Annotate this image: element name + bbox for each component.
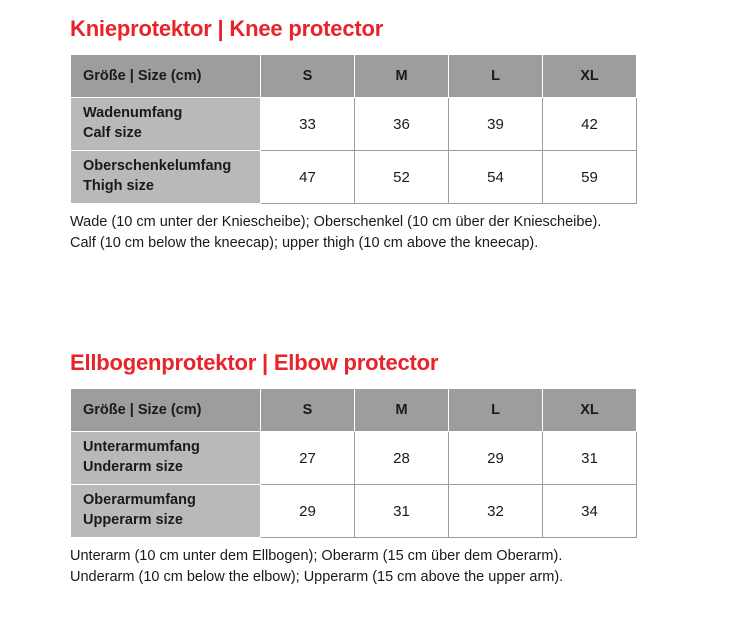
header-size-label: Größe | Size (cm) bbox=[71, 389, 261, 432]
cell-upperarm-xl: 34 bbox=[543, 485, 637, 538]
cell-upperarm-m: 31 bbox=[355, 485, 449, 538]
cell-underarm-s: 27 bbox=[261, 432, 355, 485]
header-size-m: M bbox=[355, 55, 449, 98]
size-table-knee bbox=[70, 54, 637, 204]
table-row bbox=[71, 432, 637, 485]
header-size-l: L bbox=[449, 55, 543, 98]
header-size-xl: XL bbox=[543, 55, 637, 98]
row-label-de: Unterarmumfang bbox=[83, 439, 200, 456]
row-label-de: Wadenumfang bbox=[83, 105, 183, 122]
section-title-elbow: Ellbogenprotektor | Elbow protector bbox=[70, 350, 439, 375]
table-head-knee bbox=[71, 55, 637, 98]
note-elbow-en: Underarm (10 cm below the elbow); Upperarm (15 cm above the upper arm). bbox=[70, 568, 564, 585]
row-label-de: Oberschenkelumfang bbox=[83, 158, 232, 175]
header-size-label: Größe | Size (cm) bbox=[71, 55, 261, 98]
cell-underarm-l: 29 bbox=[449, 432, 543, 485]
cell-calf-xl: 42 bbox=[543, 98, 637, 151]
table-body-elbow bbox=[71, 432, 637, 538]
table-head-elbow bbox=[71, 389, 637, 432]
section-title-knee: Knieprotektor | Knee protector bbox=[70, 16, 384, 41]
note-knee-en: Calf (10 cm below the kneecap); upper thigh (10 cm above the kneecap). bbox=[70, 234, 539, 251]
cell-thigh-s: 47 bbox=[261, 151, 355, 204]
row-label-underarm bbox=[71, 432, 261, 485]
table-header-row bbox=[71, 55, 637, 98]
row-label-en: Calf size bbox=[83, 125, 142, 141]
cell-thigh-l: 54 bbox=[449, 151, 543, 204]
cell-underarm-m: 28 bbox=[355, 432, 449, 485]
header-size-xl: XL bbox=[543, 389, 637, 432]
note-elbow-de: Unterarm (10 cm unter dem Ellbogen); Oberarm (15 cm über dem Oberarm). bbox=[70, 548, 563, 564]
cell-upperarm-l: 32 bbox=[449, 485, 543, 538]
row-label-en: Underarm size bbox=[83, 459, 183, 475]
cell-calf-s: 33 bbox=[261, 98, 355, 151]
table-header-row bbox=[71, 389, 637, 432]
note-knee-de: Wade (10 cm unter der Kniescheibe); Oberschenkel (10 cm über der Kniescheibe). bbox=[70, 214, 602, 230]
header-size-s: S bbox=[261, 55, 355, 98]
table-body-knee bbox=[71, 98, 637, 204]
cell-thigh-xl: 59 bbox=[543, 151, 637, 204]
size-table-elbow bbox=[70, 388, 637, 538]
note-knee bbox=[70, 212, 670, 253]
row-label-upperarm bbox=[71, 485, 261, 538]
cell-calf-m: 36 bbox=[355, 98, 449, 151]
section-elbow-protector bbox=[70, 350, 670, 587]
row-label-en: Upperarm size bbox=[83, 512, 183, 528]
row-label-de: Oberarmumfang bbox=[83, 492, 196, 509]
cell-calf-l: 39 bbox=[449, 98, 543, 151]
row-label-thigh bbox=[71, 151, 261, 204]
row-label-calf bbox=[71, 98, 261, 151]
row-label-en: Thigh size bbox=[83, 178, 154, 194]
cell-upperarm-s: 29 bbox=[261, 485, 355, 538]
table-row bbox=[71, 98, 637, 151]
cell-thigh-m: 52 bbox=[355, 151, 449, 204]
note-elbow bbox=[70, 546, 670, 587]
header-size-l: L bbox=[449, 389, 543, 432]
section-knee-protector bbox=[70, 16, 670, 253]
header-size-m: M bbox=[355, 389, 449, 432]
cell-underarm-xl: 31 bbox=[543, 432, 637, 485]
table-row bbox=[71, 485, 637, 538]
header-size-s: S bbox=[261, 389, 355, 432]
table-row bbox=[71, 151, 637, 204]
